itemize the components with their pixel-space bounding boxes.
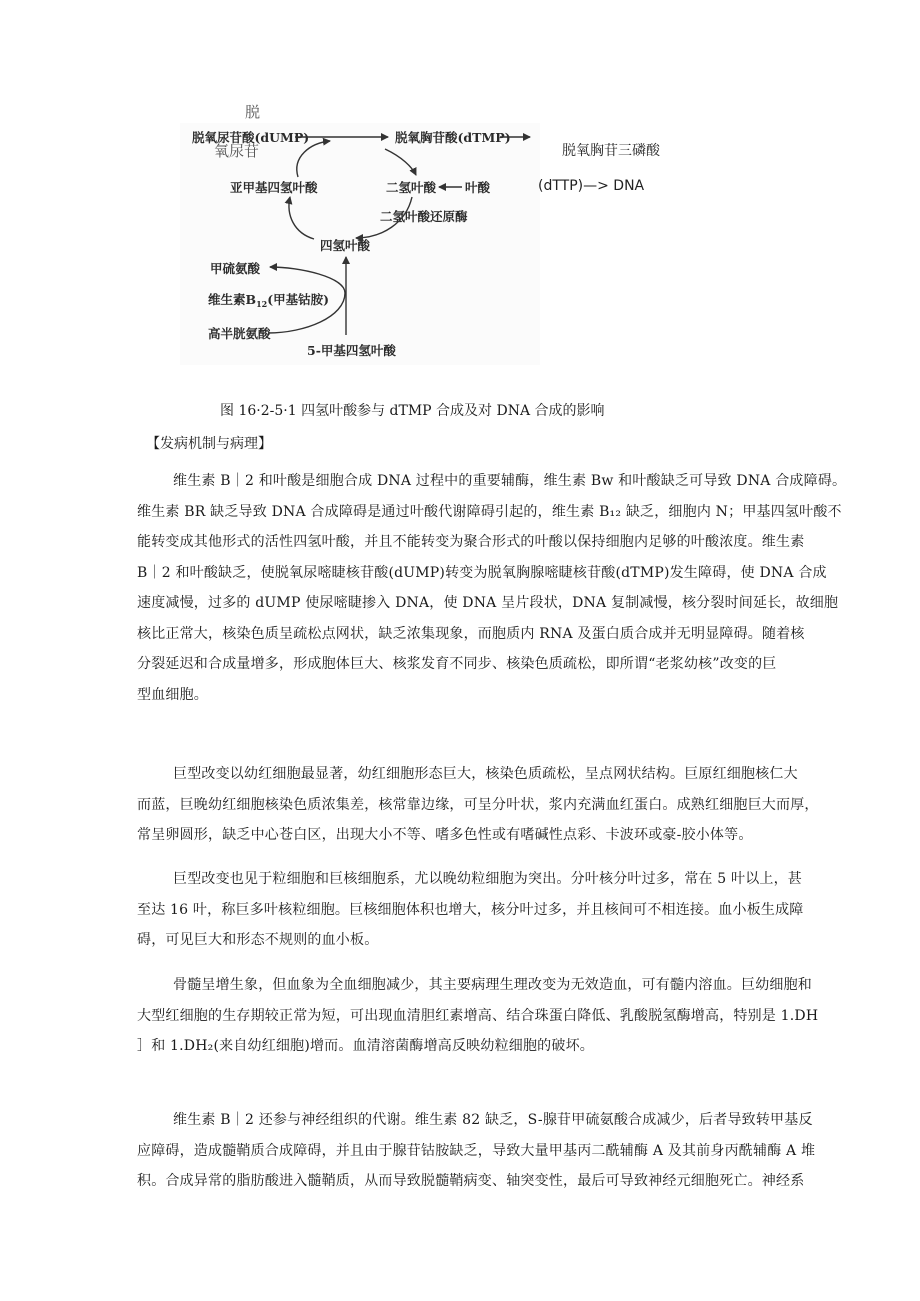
paragraph-line: 碍，可见巨大和形态不规则的血小板。 (137, 932, 379, 948)
diagram-methionine-label: 甲硫氨酸 (210, 261, 261, 276)
paragraph-line: 维生素 B｜2 和叶酸是细胞合成 DNA 过程中的重要辅酶，维生素 Bw 和叶酸缺乏可导致 DNA 合成障碍。 (173, 473, 847, 489)
paragraph-line: 速度减慢，过多的 dUMP 使尿嘧睫掺入 DNA，使 DNA 呈片段状，DNA 复制减慢，核分裂时间延长，故细胞 (137, 595, 839, 611)
diagram-methyl-thf-label: 5-甲基四氢叶酸 (307, 343, 396, 358)
paragraph-line: 骨髓呈增生象，但血象为全血细胞减少，其主要病理生理改变为无效造血，可有髓内溶血。巨幼细胞和 (173, 977, 812, 993)
diagram-thf-label: 四氢叶酸 (320, 238, 371, 253)
paragraph-line: B｜2 和叶酸缺乏，使脱氧尿嘧睫核苷酸(dUMP)转变为脱氧胸腺嘧睫核苷酸(dTMP)发生障碍，使 DNA 合成 (137, 564, 827, 581)
paragraph-line: ］和 1.DH₂(来自幼红细胞)增而。血清溶菌酶增高反映幼粒细胞的破坏。 (137, 1038, 594, 1054)
figure-caption: 图 16·2-5·1 四氢叶酸参与 dTMP 合成及对 DNA 合成的影响 (220, 403, 605, 419)
dttp-name: 脱氧胸苷三磷酸 (562, 143, 660, 159)
paragraph-line: 核比正常大，核染色质呈疏松点网状，缺乏浓集现象，而胞质内 RNA 及蛋白质合成并无明显障碍。随着核 (137, 625, 805, 642)
diagram-dtmp-label: 脱氧胸苷酸(dTMP) (395, 130, 511, 145)
diagram-methylene-thf-label: 亚甲基四氢叶酸 (230, 180, 318, 195)
paragraph-line: 维生素 BR 缺乏导致 DNA 合成障碍是通过叶酸代谢障碍引起的，维生素 B₁₂ 缺乏，细胞内 N；甲基四氢叶酸不 (137, 503, 842, 520)
paragraph-line: 巨型改变也见于粒细胞和巨核细胞系，尤以晚幼粒细胞为突出。分叶核分叶过多，常在 5 叶以上，甚 (173, 871, 803, 887)
diagram-homocysteine-label: 高半胱氨酸 (208, 326, 271, 341)
folate-dtmp-pathway-diagram (180, 95, 700, 365)
paragraph-line: 巨型改变以幼红细胞最显著，幼红细胞形态巨大，核染色质疏松，呈点网状结构。巨原红细胞核仁大 (173, 766, 798, 782)
paragraph-line: 常呈卵圆形，缺乏中心苍白区，出现大小不等、嗜多色性或有嗜碱性点彩、卡波环或豪-胶小体等。 (137, 827, 753, 843)
paragraph-marrow (137, 970, 855, 1062)
diagram-top-char: 脱 (245, 103, 261, 121)
paragraph-line: 而蓝，巨晚幼红细胞核染色质浓集差，核常靠边缘，可呈分叶状，浆内充满血红蛋白。成熟红细胞巨大而厚， (137, 796, 819, 813)
diagram-dump-label: 脱氧尿苷酸(dUMP) (192, 130, 310, 145)
dttp-dna: (dTTP)—> DNA (538, 178, 645, 194)
paragraph-line: 至达 16 叶，称巨多叶核粒细胞。巨核细胞体积也增大，核分叶过多，并且核间可不相连接。血小板生成障 (137, 901, 804, 918)
paragraph-line: 能转变成其他形式的活性四氢叶酸，并且不能转变为聚合形式的叶酸以保持细胞内足够的叶酸浓度。维生素 (137, 534, 805, 550)
paragraph-mechanism (137, 466, 855, 710)
section-heading: 【发病机制与病理】 (146, 436, 272, 452)
diagram-b12-label: 维生素$B_{12}$(甲基钴胺) (208, 292, 330, 309)
paragraph-nervous (137, 1105, 855, 1197)
paragraph-line: 大型红细胞的生存期较正常为短，可出现血清胆红素增高、结合珠蛋白降低、乳酸脱氢酶增高，特别是 1.DH (137, 1007, 819, 1024)
paragraph-line: 积。合成异常的脂肪酸进入髓鞘质，从而导致脱髓鞘病变、轴突变性，最后可导致神经元细胞死亡。神经系 (137, 1173, 805, 1189)
diagram-folate-label: 叶酸 (465, 180, 491, 195)
paragraph-line: 应障碍，造成髓鞘质合成障碍，并且由于腺苷钴胺缺乏，导致大量甲基丙二酰辅酶 A 及其前身丙酰辅酶 A 堆 (137, 1142, 816, 1159)
diagram-dump-overlap-label: 氧尿苷 (214, 142, 260, 160)
paragraph-line: 维生素 B｜2 还参与神经组织的代谢。维生素 82 缺乏，S-腺苷甲硫氨酸合成减少，后者导致转甲基反 (173, 1112, 813, 1128)
diagram-dihydrofolate-label: 二氢叶酸 (386, 180, 437, 195)
paragraph-line: 型血细胞。 (137, 686, 208, 703)
paragraph-erythroid (137, 759, 855, 851)
paragraph-granulocyte (137, 864, 855, 956)
paragraph-line: 分裂延迟和合成量增多，形成胞体巨大、核浆发育不同步、核染色质疏松，即所谓“老浆幼核”改变的巨 (137, 656, 777, 672)
diagram-dhfr-label: 二氢叶酸还原酶 (380, 209, 468, 224)
